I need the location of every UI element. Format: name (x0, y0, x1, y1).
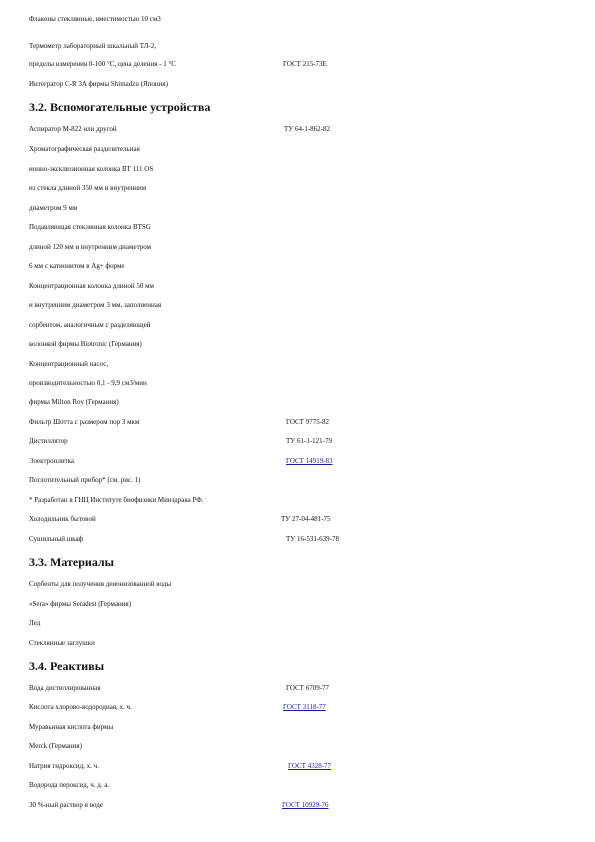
text-line: Лед (29, 619, 41, 627)
text-line: пределы измерения 0-100 °С, цена деления - 1 °С (29, 60, 176, 68)
text-line: Интегратор С-R 3A фирмы Shimadzu (Япония) (29, 80, 168, 88)
text-line: ионно-эксклюзионная колонка ВТ 111 OS (29, 165, 154, 173)
standard-reference: ГОСТ 9775-82 (286, 418, 330, 426)
text-line: Сушильный шкаф (29, 535, 84, 543)
text-line: Подавляющая стеклянная колонка BTSG (29, 223, 151, 231)
standard-reference: ТУ 61-1-121-79 (286, 437, 332, 445)
text-line: Аспиратор М-822 или другой (29, 125, 117, 133)
text-line: «Sera» фирмы Seradest (Германия) (29, 600, 132, 608)
text-line: Флаконы стеклянные, вместимостью 10 см3 (29, 15, 161, 23)
text-line: производительностью 0,1 - 9,9 см3/мин (29, 379, 147, 387)
text-line: Вода дистиллированная (29, 684, 101, 692)
text-line: Электроплитка (29, 457, 75, 465)
text-line: Хроматографическая разделительная (29, 145, 140, 153)
text-line: * Разработан в ГНЦ Институте биофизики Минздрава РФ. (29, 496, 204, 504)
text-line: Термометр лабораторный шкальный ТЛ-2, (29, 42, 156, 50)
standard-link[interactable]: ГОСТ 4328-77 (288, 762, 332, 770)
standard-reference: ТУ 64-1-862-82 (284, 125, 330, 133)
text-line: диаметром 9 мм (29, 204, 78, 212)
text-line: фирмы Milton Roy (Германия) (29, 398, 119, 406)
standard-reference: ГОСТ 6709-77 (286, 684, 330, 692)
text-line: Концентрационный насос, (29, 360, 109, 368)
text-line: 6 мм с катионитом в Ag+ форме (29, 262, 125, 270)
text-line: Merck (Германия) (29, 742, 82, 750)
text-line: Водорода пероксид, ч. д. а. (29, 781, 110, 789)
text-line: Натрия гидроксид, х. ч. (29, 762, 99, 770)
text-line: Дистиллятор (29, 437, 68, 445)
section-heading: 3.4. Реактивы (29, 659, 105, 673)
standard-reference: ГОСТ 215-73Е (283, 60, 327, 68)
section-heading: 3.3. Материалы (29, 555, 115, 569)
text-line: Сорбенты для получения деионизованной воды (29, 580, 172, 588)
text-line: Муравьиная кислота фирмы (29, 723, 114, 731)
text-line: Фильтр Шотта с размером пор 3 мкм (29, 418, 140, 426)
text-line: и внутренним диаметром 3 мм, заполненная (29, 301, 162, 309)
text-line: 30 %-ный раствор в воде (29, 801, 103, 809)
standard-reference: ТУ 16-531-639-78 (286, 535, 339, 543)
text-line: колонкой фирмы Biotronic (Германия) (29, 340, 142, 348)
standard-link[interactable]: ГОСТ 14919-83 (286, 457, 333, 465)
section-heading: 3.2. Вспомогательные устройства (29, 100, 211, 114)
text-line: сорбентом, аналогичным с разделяющей (29, 321, 151, 329)
text-line: Кислота хлорово-водородная, х. ч. (29, 703, 132, 711)
text-line: Стеклянные заглушки (29, 639, 95, 647)
standard-link[interactable]: ГОСТ 3118-77 (283, 703, 326, 711)
text-line: длиной 120 мм и внутренним диаметром (29, 243, 152, 251)
text-line: Поглотительный прибор* (см. рис. 1) (29, 476, 141, 484)
text-line: Холодильник бытовой (29, 515, 96, 523)
standard-link[interactable]: ГОСТ 10929-76 (282, 801, 329, 809)
text-line: Концентрационная колонка длиной 50 мм (29, 282, 154, 290)
text-line: из стекла длиной 350 мм и внутренним (29, 184, 147, 192)
standard-reference: ТУ 27-04-481-75 (281, 515, 331, 523)
